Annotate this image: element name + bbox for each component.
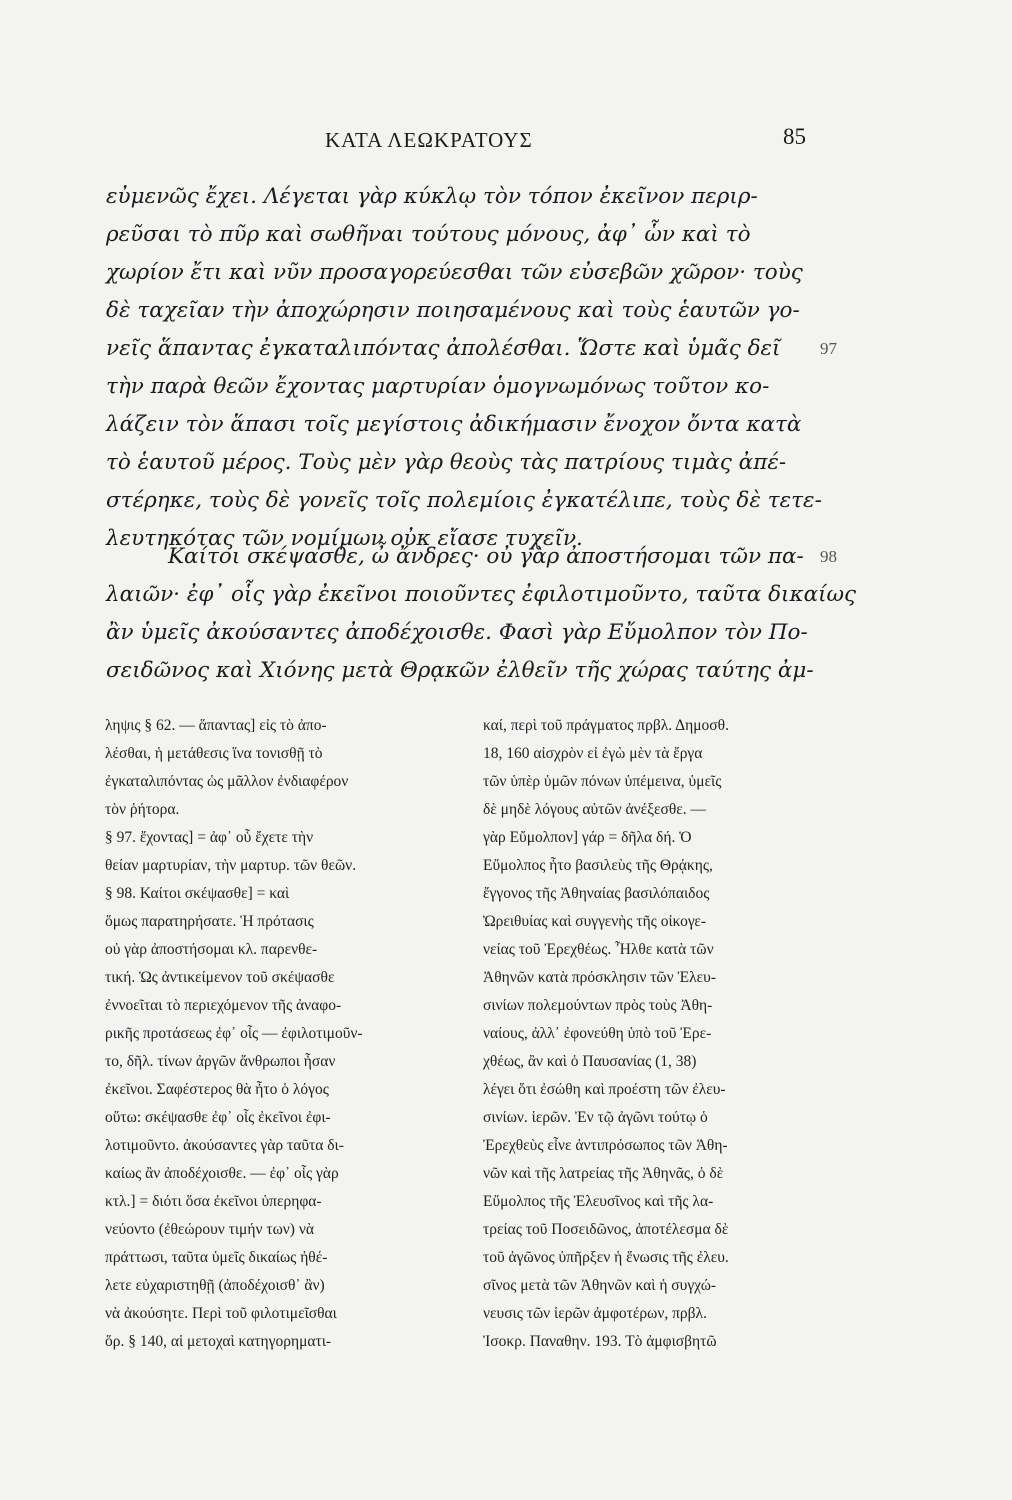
page-number: 85 xyxy=(783,124,806,149)
note-line: § 97. ἔχοντας] = ἀφ᾽ οὗ ἔχετε τὴν xyxy=(105,829,314,846)
note-line: οὕτω: σκέψασθε ἐφ᾽ οἷς ἐκεῖνοι ἐφι- xyxy=(105,1109,331,1126)
note-line: νευσις τῶν ἱερῶν ἀμφοτέρων, πρβλ. xyxy=(483,1305,707,1322)
note-line: πράττωσι, ταῦτα ὑμεῖς δικαίως ἠθέ- xyxy=(105,1249,328,1266)
note-line: οὐ γὰρ ἀποστήσομαι κλ. παρενθε- xyxy=(105,941,318,958)
note-line: σινίων πολεμούντων πρὸς τοὺς Ἀθη- xyxy=(483,997,713,1014)
note-line: τὸν ῥήτορα. xyxy=(105,801,180,818)
note-line: χθέως, ἂν καὶ ὁ Παυσανίας (1, 38) xyxy=(483,1053,697,1070)
note-line: τοῦ ἀγῶνος ὑπῆρξεν ἡ ἕνωσις τῆς ἐλευ. xyxy=(483,1249,729,1266)
note-line: θείαν μαρτυρίαν, τὴν μαρτυρ. τῶν θεῶν. xyxy=(105,857,357,874)
note-line: καίως ἂν ἀποδέχοισθε. — ἐφ᾽ οἷς γὰρ xyxy=(105,1165,339,1182)
note-line: κτλ.] = διότι ὅσα ἐκεῖνοι ὑπερηφα- xyxy=(105,1193,322,1210)
note-line: Ἐρεχθεὺς εἶνε ἀντιπρόσωπος τῶν Ἀθη- xyxy=(483,1137,728,1154)
note-line: ἔγγονος τῆς Ἀθηναίας βασιλόπαιδος xyxy=(483,885,710,902)
note-line: ἐκεῖνοι. Σαφέστερος θὰ ἦτο ὁ λόγος xyxy=(105,1081,329,1098)
notes-right-column xyxy=(483,712,823,1356)
main-text-line: χωρίον ἔτι καὶ νῦν προσαγορεύεσθαι τῶν εὐσεβῶν χῶρον· τοὺς xyxy=(106,260,803,285)
note-line: νὰ ἀκούσητε. Περὶ τοῦ φιλοτιμεῖσθαι xyxy=(105,1305,337,1322)
running-title: ΚΑΤΑ ΛΕΩΚΡΑΤΟΥΣ xyxy=(325,128,533,152)
note-line: το, δῆλ. τίνων ἀργῶν ἄνθρωποι ἦσαν xyxy=(105,1053,336,1070)
note-line: νῶν καὶ τῆς λατρείας τῆς Ἀθηνᾶς, ὁ δὲ xyxy=(483,1165,724,1182)
note-line: ἐγκαταλιπόντας ὡς μᾶλλον ἐνδιαφέρον xyxy=(105,773,349,790)
page-header xyxy=(0,124,1012,168)
note-line: λέγει ὅτι ἐσώθη καὶ προέστη τῶν ἐλευ- xyxy=(483,1081,726,1098)
main-text-line: ἂν ὑμεῖς ἀκούσαντες ἀποδέχοισθε. Φασὶ γὰρ Εὔμολπον τὸν Πο- xyxy=(106,620,808,645)
note-line: σῖνος μετὰ τῶν Ἀθηνῶν καὶ ἡ συγχώ- xyxy=(483,1277,717,1294)
note-line: Ἰσοκρ. Παναθην. 193. Τὸ ἀμφισβητῶ xyxy=(483,1333,717,1350)
note-line: ἐννοεῖται τὸ περιεχόμενον τῆς ἀναφο- xyxy=(105,997,342,1014)
note-line: 18, 160 αἰσχρὸν εἰ ἐγὼ μὲν τὰ ἔργα xyxy=(483,745,703,762)
note-line: γὰρ Εὔμολπον] γάρ = δῆλα δή. Ὁ xyxy=(483,829,692,846)
note-line: λέσθαι, ἡ μετάθεσις ἵνα τονισθῇ τὸ xyxy=(105,745,323,762)
note-line: τῶν ὑπὲρ ὑμῶν πόνων ὑπέμεινα, ὑμεῖς xyxy=(483,773,722,790)
main-text-line: λευτηκότας τῶν νομίμων οὐκ εἴασε τυχεῖν. xyxy=(106,526,583,551)
main-text-line: νεῖς ἅπαντας ἐγκαταλιπόντας ἀπολέσθαι. Ὥστε καὶ ὑμᾶς δεῖ xyxy=(106,336,781,361)
note-line: ρικῆς προτάσεως ἐφ᾽ οἷς — ἐφιλοτιμοῦν- xyxy=(105,1025,363,1042)
note-line: Ἀθηνῶν κατὰ πρόσκλησιν τῶν Ἐλευ- xyxy=(483,969,716,986)
main-text-line: λάζειν τὸν ἅπασι τοῖς μεγίστοις ἀδικήμασιν ἔνοχον ὄντα κατὰ xyxy=(106,412,802,437)
note-line: ληψις § 62. — ἅπαντας] εἰς τὸ ἀπο- xyxy=(105,717,327,734)
main-text-line: στέρηκε, τοὺς δὲ γονεῖς τοῖς πολεμίοις ἐγκατέλιπε, τοὺς δὲ τετε- xyxy=(106,488,822,513)
margin-section-number: 98 xyxy=(820,547,837,566)
note-line: § 98. Καίτοι σκέψασθε] = καὶ xyxy=(105,885,290,902)
main-text-line: εὐμενῶς ἔχει. Λέγεται γὰρ κύκλῳ τὸν τόπον ἐκεῖνον περιρ- xyxy=(106,184,758,209)
main-text-line: δὲ ταχεῖαν τὴν ἀποχώρησιν ποιησαμένους καὶ τοὺς ἑαυτῶν γο- xyxy=(106,298,800,323)
note-line: Εὔμολπος τῆς Ἐλευσῖνος καὶ τῆς λα- xyxy=(483,1193,714,1210)
note-line: σινίων. ἱερῶν. Ἐν τῷ ἀγῶνι τούτῳ ὁ xyxy=(483,1109,708,1126)
notes-left-column xyxy=(105,712,460,1356)
note-line: Εὔμολπος ἦτο βασιλεὺς τῆς Θρᾴκης, xyxy=(483,857,713,874)
note-line: ναίους, ἀλλ᾽ ἐφονεύθη ὑπὸ τοῦ Ἐρε- xyxy=(483,1025,712,1042)
note-line: τρείας τοῦ Ποσειδῶνος, ἀποτέλεσμα δὲ xyxy=(483,1221,729,1238)
note-line: νεύοντο (ἐθεώρουν τιμήν των) νὰ xyxy=(105,1221,314,1238)
note-line: καί, περὶ τοῦ πράγματος πρβλ. Δημοσθ. xyxy=(483,717,729,734)
note-line: ὅρ. § 140, αἱ μετοχαὶ κατηγορηματι- xyxy=(105,1333,332,1350)
main-text-line: τὸ ἑαυτοῦ μέρος. Τοὺς μὲν γὰρ θεοὺς τὰς πατρίους τιμὰς ἀπέ- xyxy=(106,450,787,475)
note-line: λοτιμοῦντο. ἀκούσαντες γὰρ ταῦτα δι- xyxy=(105,1137,344,1154)
main-text-line: λαιῶν· ἐφ᾽ οἷς γὰρ ἐκεῖνοι ποιοῦντες ἐφιλοτιμοῦντο, ταῦτα δικαίως xyxy=(106,582,857,607)
note-line: δὲ μηδὲ λόγους αὐτῶν ἀνέξεσθε. — xyxy=(483,801,707,818)
note-line: νείας τοῦ Ἐρεχθέως. Ἦλθε κατὰ τῶν xyxy=(483,941,714,958)
main-text-line: τὴν παρὰ θεῶν ἔχοντας μαρτυρίαν ὁμογνωμόνως τοῦτον κο- xyxy=(106,374,770,399)
main-text-line-indented: Καίτοι σκέψασθε, ὦ ἄνδρες· οὐ γὰρ ἀποστήσομαι τῶν πα- xyxy=(168,544,804,569)
main-text-line: σειδῶνος καὶ Χιόνης μετὰ Θρᾳκῶν ἐλθεῖν τῆς χώρας ταύτης ἀμ- xyxy=(106,658,814,683)
note-line: λετε εὐχαριστηθῇ (ἀποδέχοισθ᾽ ἂν) xyxy=(105,1277,325,1294)
note-line: τική. Ὡς ἀντικείμενον τοῦ σκέψασθε xyxy=(105,969,335,986)
note-line: Ὠρειθυίας καὶ συγγενὴς τῆς οἰκογε- xyxy=(483,913,707,930)
margin-section-number: 97 xyxy=(820,339,837,358)
main-text-line: ρεῦσαι τὸ πῦρ καὶ σωθῆναι τούτους μόνους, ἀφ᾽ ὧν καὶ τὸ xyxy=(106,222,751,247)
note-line: ὅμως παρατηρήσατε. Ἡ πρότασις xyxy=(105,913,314,930)
commentary-notes xyxy=(0,712,1012,1352)
